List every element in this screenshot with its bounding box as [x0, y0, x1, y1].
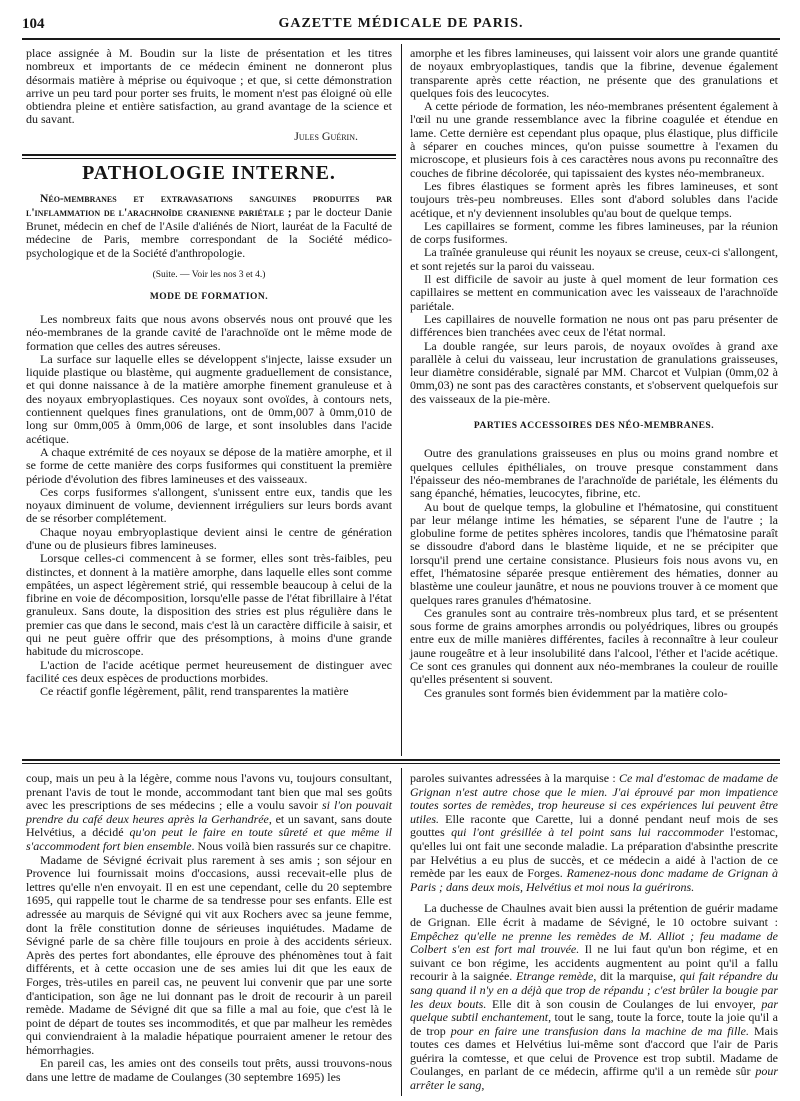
- quote-run: Etrange remède: [516, 969, 594, 984]
- top-right-column: [410, 47, 778, 700]
- text-run: coup, mais un peu à la légère, comme nous l'avons vu, toujours consultant, prenant l'avis de tout le monde, accommodant tant bien que mal ses goûts avec les prescriptions de ses médecins ; elle a voulu savoir: [26, 771, 392, 813]
- text-run: paroles suivantes adressées à la marquise :: [410, 771, 619, 785]
- text-run: l'estomac, qu'elles lui ont fait une seconde maladie. La préparation d'absinthe prescrite par Helvétius a eu plus de succès, et ce médecin a aidé à l'action de ce remède par les eaux de Forges.: [410, 825, 778, 881]
- column-rule-top: [401, 44, 402, 756]
- quote-run: pour en faire une transfusion dans la machine de ma fille.: [450, 1023, 749, 1038]
- quote-run: pour arrêter le sang,: [410, 1064, 778, 1093]
- page-header: [22, 10, 780, 36]
- bottom-left-column: [26, 772, 392, 1085]
- article-title-rest: par le docteur Danie Brunet, médecin en chef de l'Asile d'aliénés de Niort, lauréat de la Faculté de médecine de Paris, membre correspondant de la Société médico-psychologique et de la Société d'anthropologie.: [26, 205, 392, 260]
- paragraph: Il est difficile de savoir au juste à quel moment de leur formation ces capillaires se mettent en communication avec les vaisseaux de l'arachnoïde pariétale.: [410, 272, 778, 313]
- text-run: , et un savant, sans doute Helvétius, a décidé: [26, 811, 392, 840]
- paragraph: La double rangée, sur leurs parois, de noyaux ovoïdes à grand axe parallèle à celui du vaisseau, leur incrustation de granulations graisseuses, leur diamètre considérable, signalé par MM. Charcot et Vulpian (0mm,02 à 0mm,03) ne sont pas des caractères constants, et s'observent quelquefois sur des vaisseaux de la pie-mère.: [410, 338, 778, 406]
- paragraph: Outre des granulations graisseuses en plus ou moins grand nombre et quelques cellules épithéliales, on trouve presque constamment dans l'épaisseur des néo-membranes de l'arachnoïde de pariétale, les éléments du sang épanché, hématies, leucocytes, fibrine, etc.: [410, 446, 778, 501]
- quote-run: si l'on pouvait prendre du café deux heures après la Gerhandrée: [26, 798, 392, 826]
- text-run: Il ne lui faut qu'un bon régime, et en suivant ce bon régime, les accidents augmentent au point qu'il a fallu recourir à la saignée.: [410, 942, 778, 984]
- section-rule-thin: [22, 158, 396, 159]
- paragraph: En pareil cas, les amies ont des conseils tout prêts, aussi trouvons-nous dans une lettre de madame de Coulanges (30 septembre 1695) les: [26, 1056, 392, 1085]
- feuilleton-rule: [22, 759, 780, 761]
- paragraph: Ces corps fusiformes s'allongent, s'unissent entre eux, tandis que les noyaux diminuent de volume, deviennent irréguliers sur leurs bords avant de se résorber complétement.: [26, 484, 392, 526]
- paragraph: Au bout de quelque temps, la globuline et l'hématosine, qui constituent par leur mélange intime les hématies, se séparent l'une de l'autre ; la globuline forme de petites sphères incolores, tandis que l'hématosine paraît se dissoudre d'abord dans le blastème liquide, et ne se précipiter que lorsqu'il prend une certaine consistance. Plusieurs fois nous avons vu, en effet, l'hématosine séparée presque entièrement des hématies, donner au blastème une couleur jaunâtre, et nous ne pouvions trouver à ce moment que quelques rares granules d'hématosine.: [410, 499, 778, 607]
- paragraph: amorphe et les fibres lamineuses, qui laissent voir alors une grande quantité de noyaux embryoplastiques, tandis que la fibrine, devenue également transparente après cette réaction, ne présente que des granulations et quelques fois des leucocytes.: [410, 46, 778, 100]
- subheading-parties-accessoires: PARTIES ACCESSOIRES DES NÉO-MEMBRANES.: [473, 421, 715, 432]
- quote-run: par quelque subtil enchantement: [410, 996, 778, 1025]
- signature: Jules Guérin.: [294, 128, 358, 143]
- paragraph: [26, 772, 392, 854]
- feuilleton-rule-thin: [22, 763, 780, 764]
- paragraph: Les nombreux faits que nous avons observés nous ont prouvé que les néo-membranes de la grande cavité de l'arachnoïde ont le même mode de formation que celles des autres séreuses.: [26, 311, 392, 353]
- text-run: Elle dit à son cousin de Coulanges de lui envoyer,: [486, 996, 762, 1011]
- paragraph: L'action de l'acide acétique permet heureusement de distinguer avec facilité ces deux espèces de productions morbides.: [26, 657, 392, 685]
- paragraph: A cette période de formation, les néo-membranes présentent également à l'œil nu une grande ressemblance avec la fibrine coagulée et étendue en lame. Cette dernière est cependant plus opaque, plus élastique, plus difficile à séparer en couches minces, qu'on puisse soumettre à l'examen du microscope, et plusieurs fois à ces caractères nous avons pu reconnaître des couches de fibrine décolorée, qui tapissaient des kystes néo-membraneux.: [410, 99, 778, 180]
- text-run: . Nous voilà bien rassurés sur ce chapitre.: [191, 838, 392, 853]
- quote-run: Ce mal d'estomac de madame de Grignan n'est autre chose que le mien. J'ai éprouvé par mon impatience toutes sortes de remèdes, trop heureuse si ces expériences lui peuvent être utiles.: [410, 771, 779, 826]
- paragraph: La surface sur laquelle elles se développent s'injecte, laisse exsuder un liquide plastique ou blastème, qui augmente graduellement de consistance, et qui donne naissance à de la matière amorphe finement granuleuse et à des noyaux embryoplastiques. Ces noyaux sont ovoïdes, à contours nets, contiennent quelques fines granulations, ont de 0mm,007 à 0mm,010 de long sur 0mm,005 à 0mm,006 de large, et sont insolubles dans l'acide acétique.: [26, 351, 392, 446]
- paragraph: Les fibres élastiques se forment après les fibres lamineuses, et sont toujours très-peu nombreuses. Elles sont d'abord solubles dans l'acide acétique, et n'y deviennent insolubles qu'au bout de quelque temps.: [410, 178, 778, 220]
- text-run: Mais toutes ces dames et Helvétius lui-même sont d'accord que l'air de Paris guérira la comtesse, et que celui de Provence est trop subtil. Madame de Coulanges, en parlant de ce médecin, affirme qu'il a un remède sûr: [410, 1023, 779, 1079]
- top-left-column: [26, 47, 392, 699]
- column-rule-bottom: [401, 768, 402, 1096]
- paragraph: Ce réactif gonfle légèrement, pâlit, rend transparentes la matière: [40, 684, 349, 699]
- text-run: Elle raconte que Carette, lui a donné pendant neuf mois de ses gouttes: [410, 811, 778, 840]
- section-rule: [22, 154, 396, 156]
- paragraph: [410, 902, 778, 1092]
- intro-paragraph: place assignée à M. Boudin sur la liste de présentation et les titres nombreux et importants de ce médecin éminent ne donneront plus désormais matière à méprise ou équivoque ; et que, si cette démonstration arrive un peu tard pour porter ses fruits, le moment n'est pas éloigné où elle obtiendra pleine et entière satisfaction, au grand avantage de la science et du savant.: [26, 46, 392, 127]
- paragraph: Madame de Sévigné écrivait plus rarement à ses amis ; son séjour en Provence lui fournissait moins d'occasions, aussi recevait-elle plus de lettres qu'elle n'en envoyait. Il en est une cependant, celle du 20 septembre 1695, qui rappelle tout le charme de sa tendresse pour ses enfants. Elle est adressée au marquis de Sévigné qui vit aux Rochers avec sa jeune femme, dont la frêle constitution donne de sérieuses inquiétudes. Madame de Sévigné parle de sa chère fille toujours en proie à des accidents sérieux. Après des pertes fort abondantes, elle éprouve des phénomènes tout à fait différents, et à cette occasion une de ses amies lui dit que les eaux de Forges, très-utiles en pareil cas, ne peuvent lui convenir que par une sorte d'anticipation, son âge ne lui donnant pas le droit de recourir à un pareil remède. Madame de Sévigné dit que sa fille a mal au foie, que c'est là le point de départ de toutes ses incommodités, et que par malheur les remèdes qui conviendraient à la maladie hépatique pourraient amener le retour des hémorrhagies.: [26, 852, 392, 1057]
- paragraph: Les capillaires se forment, comme les fibres lamineuses, par la réunion de corps fusiformes.: [410, 218, 778, 247]
- paragraph: Ces granules sont au contraire très-nombreux plus tard, et se présentent sous forme de grains amorphes arrondis ou polyédriques, libres ou groupés entre eux de mille manières différentes, faciles à reconnaître à leur couleur jaune rougeâtre et à leur insolubilité dans l'alcool, l'éther et l'acide acétique. Ce sont ces granules qui donnent aux néo-membranes la couleur de rouille qu'elles présentent si souvent.: [410, 605, 778, 687]
- quote-run: qui l'ont grésillée à tel point sans lui raccommoder: [451, 825, 724, 840]
- subheading-mode-formation: MODE DE FORMATION.: [149, 291, 269, 302]
- paragraph: La traînée granuleuse qui réunit les noyaux se creuse, ceux-ci s'allongent, et sont rejetés sur la paroi du vaisseau.: [410, 245, 778, 273]
- text-run: , dit la marquise,: [593, 969, 680, 984]
- quote-run: qui fait répandre du sang quand il n'y en a déjà que trop de répandu ; c'est brûler la bougie par les deux bouts.: [410, 969, 778, 1011]
- continuation-note: (Suite. — Voir les nos 3 et 4.): [152, 270, 266, 281]
- text-run: , tout le sang, toute la force, toute la joie qu'il a de trop: [410, 1010, 778, 1038]
- journal-title: GAZETTE MÉDICALE DE PARIS.: [278, 16, 524, 31]
- bottom-right-column: [410, 772, 778, 1093]
- section-title: PATHOLOGIE INTERNE.: [82, 162, 336, 185]
- text-run: La duchesse de Chaulnes avait bien aussi la prétention de guérir madame de Grignan. Elle écrit à madame de Sévigné, le 10 octobre suivant :: [410, 901, 778, 929]
- article-title-lead: Néo-membranes et extravasations sanguines produites par l'inflammation de l'arachnoïde cranienne pariétale ;: [26, 192, 392, 219]
- quote-run: Empêchez qu'elle ne prenne les remèdes de M. Alliot ; feu madame de Colbert s'en est fort mal trouvée.: [410, 928, 778, 957]
- paragraph: Les capillaires de nouvelle formation ne nous ont pas paru présenter de différences bien tranchées avec ceux de l'état normal.: [410, 311, 778, 340]
- paragraph: Ces granules sont formés bien évidemment par la matière colo-: [424, 685, 728, 700]
- header-rule: [22, 38, 780, 40]
- paragraph: Chaque noyau embryoplastique devient ainsi le centre de génération d'une ou de plusieurs fibres lamineuses.: [26, 524, 392, 552]
- quote-run: Ramenez-nous donc madame de Grignan à Paris ; dans deux mois, Helvétius et moi nous la guérirons.: [410, 866, 779, 894]
- article-title: [26, 192, 392, 260]
- quote-run: qu'on peut le faire en toute sûreté et que même il s'accommodent fort bien ensemble: [26, 825, 392, 853]
- paragraph: Lorsque celles-ci commencent à se former, elles sont très-faibles, peu distinctes, et donnent à la matière amorphe, dans laquelle elles sont comme empâtées, un aspect légèrement strié, qui ressemble beaucoup à celui de la fibrine en voie de décomposition, lorsqu'elle passe de l'état fibrillaire à l'état granuleux. Sans doute, la disposition des stries est plus régulière dans le premier cas que dans le second, mais c'est là un caractère difficile à saisir, et qui ne peut guère offrir que des présomptions, à moins d'une grande habitude du microscope.: [26, 551, 392, 659]
- page-number: 104: [22, 16, 45, 32]
- paragraph: A chaque extrémité de ces noyaux se dépose de la matière amorphe, et il se forme de cette manière des corps fusiformes qui constituent la première période d'évolution des fibres lamineuses et des vaisseaux.: [26, 444, 392, 486]
- paragraph: [410, 772, 778, 894]
